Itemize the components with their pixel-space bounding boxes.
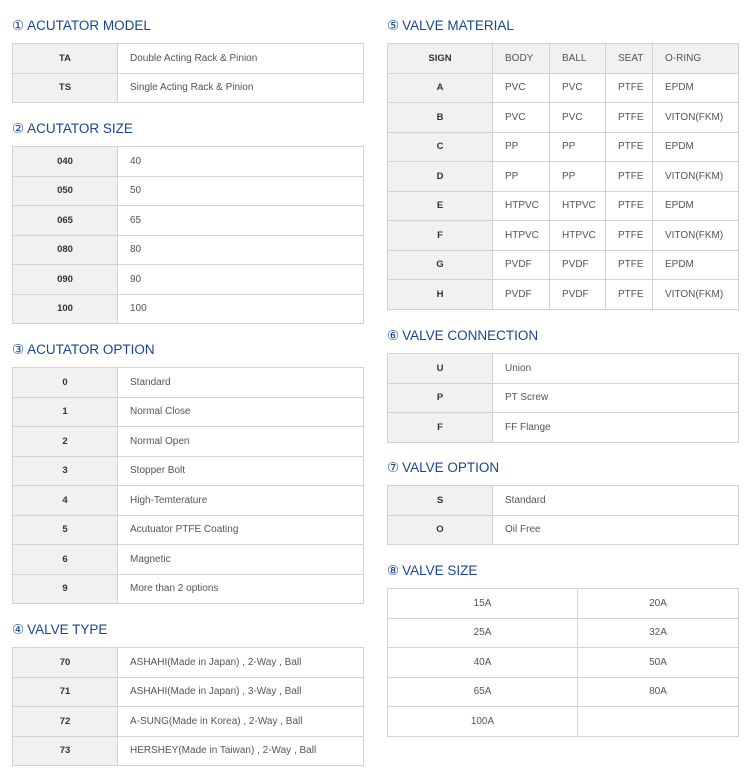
table-row <box>388 707 739 737</box>
section-actuator-option <box>12 339 364 604</box>
table-row <box>388 383 739 413</box>
code-cell: 72 <box>13 707 118 737</box>
table-row <box>13 545 364 575</box>
section-title <box>387 15 739 37</box>
value-cell: Double Acting Rack & Pinion <box>118 44 364 74</box>
value-cell: 65 <box>118 206 364 236</box>
code-cell: F <box>388 413 493 443</box>
material-cell: VITON(FKM) <box>653 103 739 133</box>
section-number: ⑦ <box>387 460 400 475</box>
table-row <box>13 397 364 427</box>
material-cell: PVC <box>493 73 550 103</box>
value-cell: Standard <box>118 368 364 398</box>
table-row <box>13 265 364 295</box>
material-cell: PTFE <box>606 132 653 162</box>
material-cell: PVDF <box>550 250 606 280</box>
section-title-text: VALVE SIZE <box>402 563 478 578</box>
material-cell: PVDF <box>493 250 550 280</box>
code-cell: TS <box>13 73 118 103</box>
table-row <box>13 73 364 103</box>
code-cell: 4 <box>13 486 118 516</box>
section-title-text: VALVE MATERIAL <box>402 18 514 33</box>
table-body <box>388 589 739 737</box>
value-cell: 50 <box>118 176 364 206</box>
material-cell: PTFE <box>606 73 653 103</box>
code-cell: TA <box>13 44 118 74</box>
material-cell: PTFE <box>606 280 653 310</box>
value-cell: Magnetic <box>118 545 364 575</box>
actuator-size-table <box>12 146 364 324</box>
table-body <box>13 368 364 604</box>
material-cell: HTPVC <box>550 191 606 221</box>
table-header <box>388 44 739 74</box>
header-cell: BODY <box>493 44 550 74</box>
section-valve-size <box>387 560 739 737</box>
material-cell: HTPVC <box>550 221 606 251</box>
material-cell: EPDM <box>653 132 739 162</box>
table-body <box>388 486 739 545</box>
header-cell: O-RING <box>653 44 739 74</box>
size-cell: 80A <box>578 677 739 707</box>
material-cell: HTPVC <box>493 191 550 221</box>
material-cell: PVC <box>550 73 606 103</box>
size-cell: 20A <box>578 589 739 619</box>
size-cell: 100A <box>388 707 578 737</box>
header-cell: SEAT <box>606 44 653 74</box>
size-cell: 15A <box>388 589 578 619</box>
table-row <box>13 368 364 398</box>
section-number: ⑧ <box>387 563 400 578</box>
value-cell: PT Screw <box>493 383 739 413</box>
material-cell: VITON(FKM) <box>653 280 739 310</box>
table-body <box>388 73 739 309</box>
material-cell: PTFE <box>606 162 653 192</box>
value-cell: ASHAHI(Made in Japan) , 2-Way , Ball <box>118 648 364 678</box>
header-cell: BALL <box>550 44 606 74</box>
size-cell: 32A <box>578 618 739 648</box>
header-cell: SIGN <box>388 44 493 74</box>
table-row <box>388 280 739 310</box>
table-row <box>388 589 739 619</box>
section-title <box>12 118 364 140</box>
material-cell: PP <box>550 162 606 192</box>
table-row <box>13 648 364 678</box>
value-cell: 100 <box>118 294 364 324</box>
code-cell: 080 <box>13 235 118 265</box>
material-cell: EPDM <box>653 191 739 221</box>
size-cell: 25A <box>388 618 578 648</box>
table-row <box>388 191 739 221</box>
section-title-text: VALVE TYPE <box>27 622 108 637</box>
material-cell: PVDF <box>493 280 550 310</box>
code-cell: U <box>388 354 493 384</box>
material-cell: VITON(FKM) <box>653 162 739 192</box>
section-valve-type <box>12 619 364 766</box>
valve-option-table <box>387 485 739 545</box>
valve-material-table <box>387 43 739 310</box>
section-number: ③ <box>12 342 25 357</box>
material-cell: EPDM <box>653 250 739 280</box>
valve-size-table <box>387 588 739 737</box>
table-row <box>13 486 364 516</box>
table-row <box>388 486 739 516</box>
table-row <box>388 515 739 545</box>
table-row <box>13 44 364 74</box>
value-cell: Normal Close <box>118 397 364 427</box>
value-cell: Acutuator PTFE Coating <box>118 515 364 545</box>
size-cell: 65A <box>388 677 578 707</box>
table-body <box>13 648 364 766</box>
section-number: ② <box>12 121 25 136</box>
code-cell: 065 <box>13 206 118 236</box>
table-row <box>13 677 364 707</box>
section-title <box>387 457 739 479</box>
section-number: ⑥ <box>387 328 400 343</box>
section-actuator-size <box>12 118 364 324</box>
table-row <box>13 707 364 737</box>
section-number: ④ <box>12 622 25 637</box>
code-cell: 100 <box>13 294 118 324</box>
value-cell: Standard <box>493 486 739 516</box>
section-title <box>12 339 364 361</box>
material-cell: PP <box>493 162 550 192</box>
section-title-text: ACUTATOR OPTION <box>27 342 155 357</box>
table-row <box>388 648 739 678</box>
sign-cell: B <box>388 103 493 133</box>
table-row <box>13 427 364 457</box>
material-cell: PTFE <box>606 103 653 133</box>
value-cell: ASHAHI(Made in Japan) , 3-Way , Ball <box>118 677 364 707</box>
section-valve-option <box>387 457 739 545</box>
code-cell: 70 <box>13 648 118 678</box>
section-title-text: VALVE OPTION <box>402 460 500 475</box>
material-cell: PTFE <box>606 191 653 221</box>
table-body <box>388 354 739 443</box>
valve-connection-table <box>387 353 739 443</box>
material-cell: PVC <box>493 103 550 133</box>
table-row <box>13 456 364 486</box>
table-row <box>388 618 739 648</box>
table-row <box>13 574 364 604</box>
valve-type-table <box>12 647 364 766</box>
table-row <box>13 176 364 206</box>
sign-cell: H <box>388 280 493 310</box>
value-cell: A-SUNG(Made in Korea) , 2-Way , Ball <box>118 707 364 737</box>
actuator-model-table <box>12 43 364 103</box>
code-cell: 090 <box>13 265 118 295</box>
material-cell: HTPVC <box>493 221 550 251</box>
section-valve-connection <box>387 325 739 443</box>
sign-cell: G <box>388 250 493 280</box>
code-cell: 3 <box>13 456 118 486</box>
table-row <box>13 147 364 177</box>
table-row <box>13 736 364 766</box>
section-actuator-model <box>12 15 364 103</box>
sign-cell: A <box>388 73 493 103</box>
table-row <box>388 73 739 103</box>
value-cell: Oil Free <box>493 515 739 545</box>
table-row <box>388 677 739 707</box>
value-cell: 80 <box>118 235 364 265</box>
value-cell: 40 <box>118 147 364 177</box>
section-title-text: ACUTATOR MODEL <box>27 18 151 33</box>
material-cell: PP <box>550 132 606 162</box>
table-row <box>13 294 364 324</box>
code-cell: 9 <box>13 574 118 604</box>
section-title <box>12 619 364 641</box>
table-row <box>13 235 364 265</box>
code-cell: 1 <box>13 397 118 427</box>
material-cell: PVDF <box>550 280 606 310</box>
section-title <box>387 560 739 582</box>
code-cell: 2 <box>13 427 118 457</box>
section-title-text: ACUTATOR SIZE <box>27 121 133 136</box>
code-cell: 050 <box>13 176 118 206</box>
size-cell: 50A <box>578 648 739 678</box>
table-body <box>13 44 364 103</box>
table-row <box>388 162 739 192</box>
table-row <box>388 250 739 280</box>
table-row <box>388 413 739 443</box>
actuator-option-table <box>12 367 364 604</box>
value-cell: HERSHEY(Made in Taiwan) , 2-Way , Ball <box>118 736 364 766</box>
material-cell: EPDM <box>653 73 739 103</box>
material-cell: PTFE <box>606 221 653 251</box>
code-cell: 040 <box>13 147 118 177</box>
material-cell: PTFE <box>606 250 653 280</box>
table-row <box>388 221 739 251</box>
sign-cell: D <box>388 162 493 192</box>
section-title <box>12 15 364 37</box>
section-number: ① <box>12 18 25 33</box>
code-cell: 5 <box>13 515 118 545</box>
code-cell: P <box>388 383 493 413</box>
value-cell: High-Temterature <box>118 486 364 516</box>
table-body <box>13 147 364 324</box>
code-cell: S <box>388 486 493 516</box>
code-cell: 6 <box>13 545 118 575</box>
value-cell: More than 2 options <box>118 574 364 604</box>
sign-cell: F <box>388 221 493 251</box>
section-title-text: VALVE CONNECTION <box>402 328 539 343</box>
table-row <box>13 206 364 236</box>
table-row <box>388 132 739 162</box>
value-cell: Union <box>493 354 739 384</box>
material-cell: PVC <box>550 103 606 133</box>
sign-cell: E <box>388 191 493 221</box>
table-row <box>388 103 739 133</box>
value-cell: Stopper Bolt <box>118 456 364 486</box>
table-row <box>13 515 364 545</box>
table-row <box>388 354 739 384</box>
material-cell: PP <box>493 132 550 162</box>
material-cell: VITON(FKM) <box>653 221 739 251</box>
section-number: ⑤ <box>387 18 400 33</box>
size-cell: 40A <box>388 648 578 678</box>
header-row <box>388 44 739 74</box>
code-cell: O <box>388 515 493 545</box>
value-cell: 90 <box>118 265 364 295</box>
section-title <box>387 325 739 347</box>
value-cell: Normal Open <box>118 427 364 457</box>
code-cell: 73 <box>13 736 118 766</box>
section-valve-material <box>387 15 739 310</box>
value-cell: FF Flange <box>493 413 739 443</box>
value-cell: Single Acting Rack & Pinion <box>118 73 364 103</box>
code-cell: 71 <box>13 677 118 707</box>
size-cell <box>578 707 739 737</box>
code-cell: 0 <box>13 368 118 398</box>
sign-cell: C <box>388 132 493 162</box>
